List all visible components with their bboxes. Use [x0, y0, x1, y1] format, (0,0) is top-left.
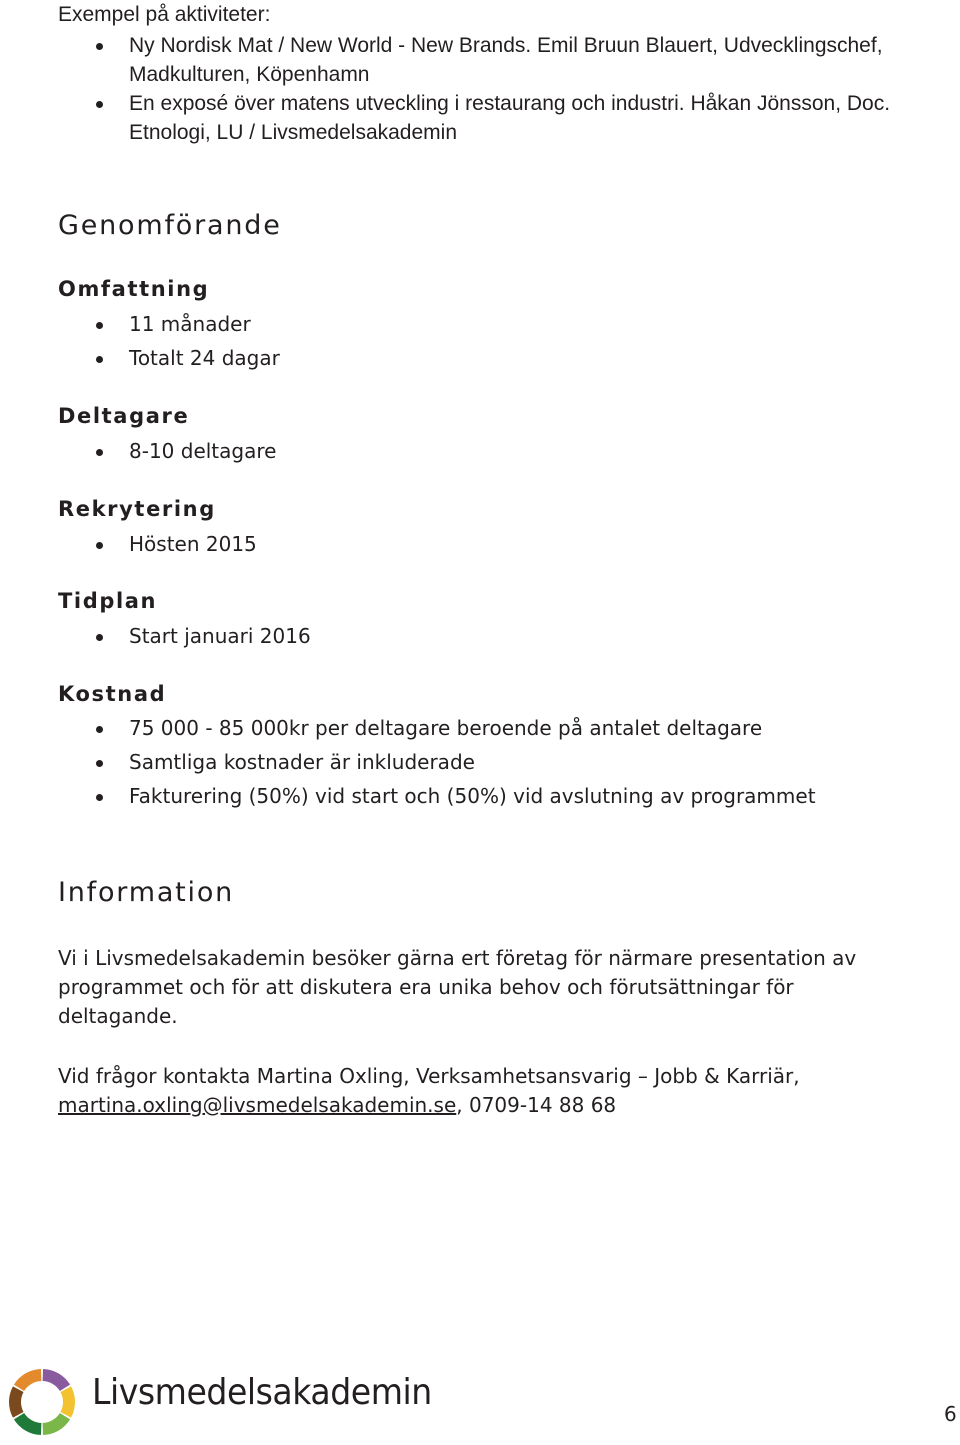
livsmedelsakademin-logo-icon	[8, 1368, 76, 1436]
activities-label: Exempel på aktiviteter:	[58, 3, 271, 26]
list-item-text: Samtliga kostnader är inkluderade	[129, 750, 475, 774]
bullet-icon	[96, 634, 103, 641]
logo-segment	[60, 1386, 75, 1417]
contact-paragraph	[58, 1062, 918, 1120]
list-item-text: Ny Nordisk Mat / New World - New Brands. Emil Bruun Blauert, Udvecklingschef, Madkulturen, Köpenhamn	[129, 34, 883, 86]
list-item	[58, 530, 938, 564]
list-item	[58, 310, 938, 344]
list-item	[58, 437, 938, 471]
kostnad-list	[58, 714, 938, 816]
email-link[interactable]: martina.oxling@livsmedelsakademin.se	[58, 1093, 457, 1117]
rekrytering-list	[58, 530, 938, 564]
list-item	[58, 89, 938, 147]
bullet-icon	[96, 726, 103, 733]
list-item-text: Start januari 2016	[129, 624, 311, 648]
list-item-text: 11 månader	[129, 312, 251, 336]
list-item	[58, 714, 938, 748]
logo-segment	[9, 1386, 24, 1417]
list-item-text: Fakturering (50%) vid start och (50%) vid avslutning av programmet	[129, 784, 816, 808]
contact-text: Vid frågor kontakta Martina Oxling, Verksamhetsansvarig – Jobb & Karriär,	[58, 1064, 800, 1088]
list-item-text: Totalt 24 dagar	[129, 346, 280, 370]
phone-text: , 0709-14 88 68	[456, 1093, 617, 1117]
information-paragraph: Vi i Livsmedelsakademin besöker gärna ert företag för närmare presentation av programmet och för att diskutera era unika behov och förutsättningar för deltagande.	[58, 946, 857, 1028]
section-title-information: Information	[58, 877, 235, 908]
bullet-icon	[96, 449, 103, 456]
bullet-icon	[96, 542, 103, 549]
list-item	[58, 748, 938, 782]
section-title-genomforande: Genomförande	[58, 210, 282, 241]
tidplan-list	[58, 622, 938, 656]
page-number: 6	[944, 1402, 957, 1426]
omfattning-list	[58, 310, 938, 378]
list-item-text: Hösten 2015	[129, 532, 257, 556]
brand-name: Livsmedelsakademin	[92, 1372, 432, 1413]
logo-segment	[14, 1369, 41, 1391]
heading-deltagare: Deltagare	[58, 404, 190, 428]
list-item-text: En exposé över matens utveckling i restaurang och industri. Håkan Jönsson, Doc. Etnologi, LU / Livsmedelsakademin	[129, 92, 891, 144]
bullet-icon	[96, 101, 103, 108]
heading-tidplan: Tidplan	[58, 589, 158, 613]
bullet-icon	[96, 43, 103, 50]
logo-ring	[9, 1369, 75, 1435]
logo-segment	[43, 1413, 70, 1435]
logo-segment	[43, 1369, 70, 1391]
list-item	[58, 31, 938, 89]
bullet-icon	[96, 760, 103, 767]
list-item	[58, 344, 938, 378]
heading-omfattning: Omfattning	[58, 277, 210, 301]
heading-rekrytering: Rekrytering	[58, 497, 216, 521]
logo-segment	[14, 1413, 41, 1435]
activities-list	[58, 31, 938, 147]
bullet-icon	[96, 356, 103, 363]
list-item	[58, 782, 938, 816]
list-item	[58, 622, 938, 656]
heading-kostnad: Kostnad	[58, 682, 167, 706]
list-item-text: 8-10 deltagare	[129, 439, 277, 463]
deltagare-list	[58, 437, 938, 471]
bullet-icon	[96, 794, 103, 801]
list-item-text: 75 000 - 85 000kr per deltagare beroende på antalet deltagare	[129, 716, 763, 740]
bullet-icon	[96, 322, 103, 329]
